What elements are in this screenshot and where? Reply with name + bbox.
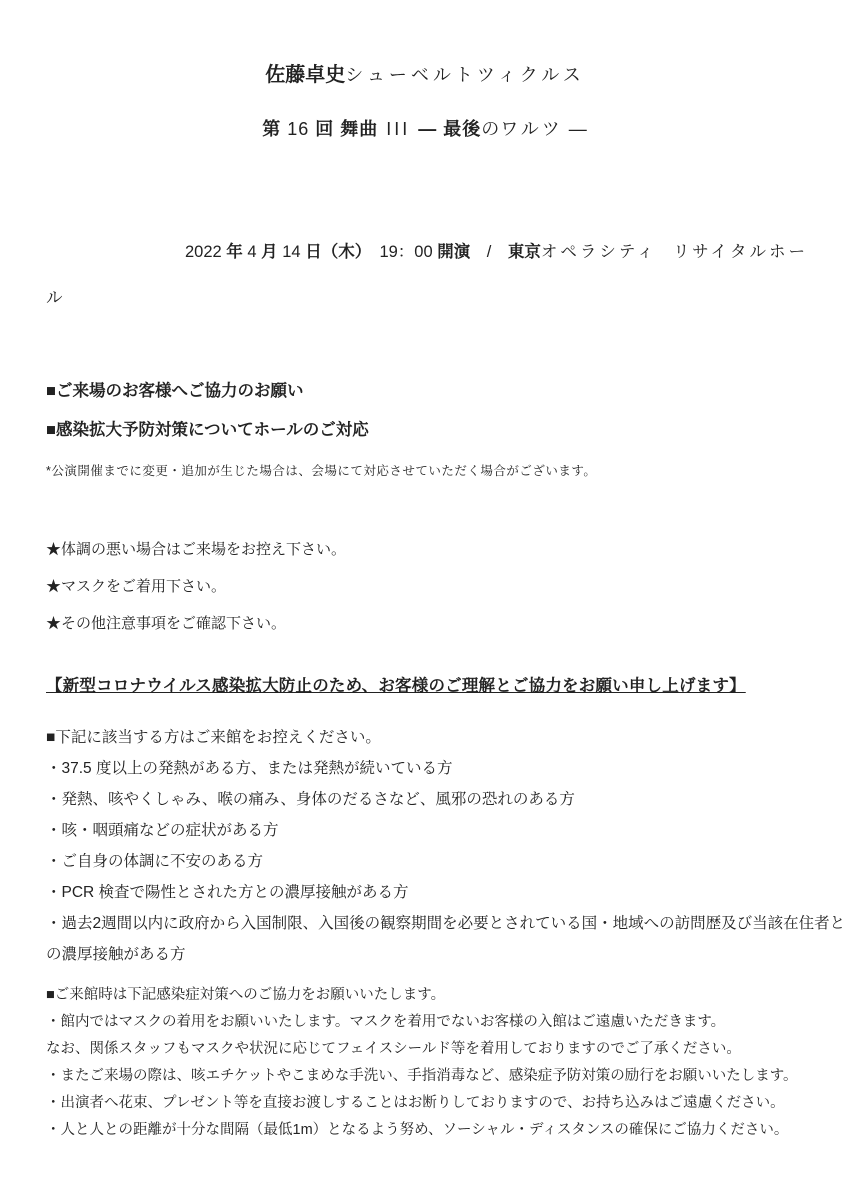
text-segment: 東京 — [507, 243, 541, 261]
text-segment: 日（木） — [305, 243, 363, 261]
text-segment: 19：00 — [362, 243, 438, 261]
event-datetime-line — [185, 240, 809, 264]
refrain-item: ・咳・咽頭痛などの症状がある方 — [46, 822, 279, 839]
section-heading-hall-response: ■感染拡大予防対策についてホールのご対応 — [46, 421, 369, 439]
text-segment: の — [481, 119, 501, 139]
cooperation-list — [46, 1009, 804, 1144]
text-segment: ワルツ — [500, 119, 563, 139]
event-datetime-wrap: ル — [46, 289, 63, 307]
text-segment: 月 — [261, 243, 278, 261]
event-subtitle — [46, 116, 804, 142]
cooperation-item: なお、関係スタッフもマスクや状況に応じてフェイスシールド等を着用しておりますのでご了承ください。 — [46, 1041, 741, 1057]
star-request-item: ★マスクをご着用下さい。 — [46, 578, 227, 595]
covid-banner: 【新型コロナウイルス感染拡大防止のため、お客様のご理解とご協力をお願い申し上げます】 — [46, 677, 746, 695]
text-segment: 第 — [262, 119, 282, 139]
cooperation-section — [46, 982, 804, 1144]
cooperation-item: ・人と人との距離が十分な間隔（最低1m）となるよう努め、ソーシャル・ディスタンスの確保にご協力ください。 — [46, 1122, 789, 1138]
star-request-list — [46, 538, 804, 636]
refrain-item: ・37.5 度以上の発熱がある方、または発熱が続いている方 — [46, 760, 453, 777]
text-segment: 年 — [226, 243, 243, 261]
refrain-list — [46, 753, 846, 970]
text-segment: 佐藤卓史 — [265, 64, 346, 86]
refrain-section — [46, 722, 846, 970]
text-segment: オペラシティ — [540, 243, 657, 261]
note-schedule-change: *公演開催までに変更・追加が生じた場合は、会場にて対応させていただく場合がございます。 — [46, 464, 597, 478]
star-request-item: ★その他注意事項をご確認下さい。 — [46, 615, 287, 632]
refrain-item: の濃厚接触がある方 — [46, 946, 186, 963]
cooperation-item: ・出演者へ花束、プレゼント等を直接お渡しすることはお断りしておりますので、お持ち込みはご遠慮ください。 — [46, 1095, 785, 1111]
text-segment: 2022 — [185, 243, 227, 261]
text-segment: リサイタルホー — [673, 243, 809, 261]
text-segment: 最後 — [443, 119, 482, 139]
text-segment: — — [562, 119, 588, 139]
text-segment: 16 — [281, 119, 316, 139]
cooperation-item: ・館内ではマスクの着用をお願いいたします。マスクを着用でないお客様の入館はご遠慮いただきます。 — [46, 1014, 726, 1030]
text-segment: 4 — [242, 243, 262, 261]
text-segment: — — [418, 119, 438, 139]
text-segment: 開演 — [437, 243, 471, 261]
cooperation-item: ・またご来場の際は、咳エチケットやこまめな手洗い、手指消毒など、感染症予防対策の励行をお願いいたします。 — [46, 1068, 798, 1084]
star-request-item: ★体調の悪い場合はご来場をお控え下さい。 — [46, 541, 347, 558]
text-segment: 14 — [277, 243, 306, 261]
text-segment: / — [470, 243, 508, 261]
text-segment: 舞曲 — [340, 119, 379, 139]
text-segment: 回 — [315, 119, 335, 139]
refrain-section-heading: ■下記に該当する方はご来館をお控えください。 — [46, 729, 381, 746]
refrain-item: ・ご自身の体調に不安のある方 — [46, 853, 264, 870]
event-title — [46, 62, 804, 88]
refrain-item: ・過去2週間以内に政府から入国制限、入国後の観察期間を必要とされている国・地域への訪問歴及び当該在住者と — [46, 915, 846, 932]
text-segment: III — [378, 119, 419, 139]
refrain-item: ・発熱、咳やくしゃみ、喉の痛み、身体のだるさなど、風邪の恐れのある方 — [46, 791, 575, 808]
text-segment: シューベルトツィクルス — [345, 65, 585, 85]
refrain-item: ・PCR 検査で陽性とされた方との濃厚接触がある方 — [46, 884, 409, 901]
section-heading-visitors: ■ご来場のお客様へご協力のお願い — [46, 382, 304, 400]
cooperation-section-heading: ■ご来館時は下記感染症対策へのご協力をお願いいたします。 — [46, 987, 446, 1003]
text-segment — [657, 243, 674, 261]
